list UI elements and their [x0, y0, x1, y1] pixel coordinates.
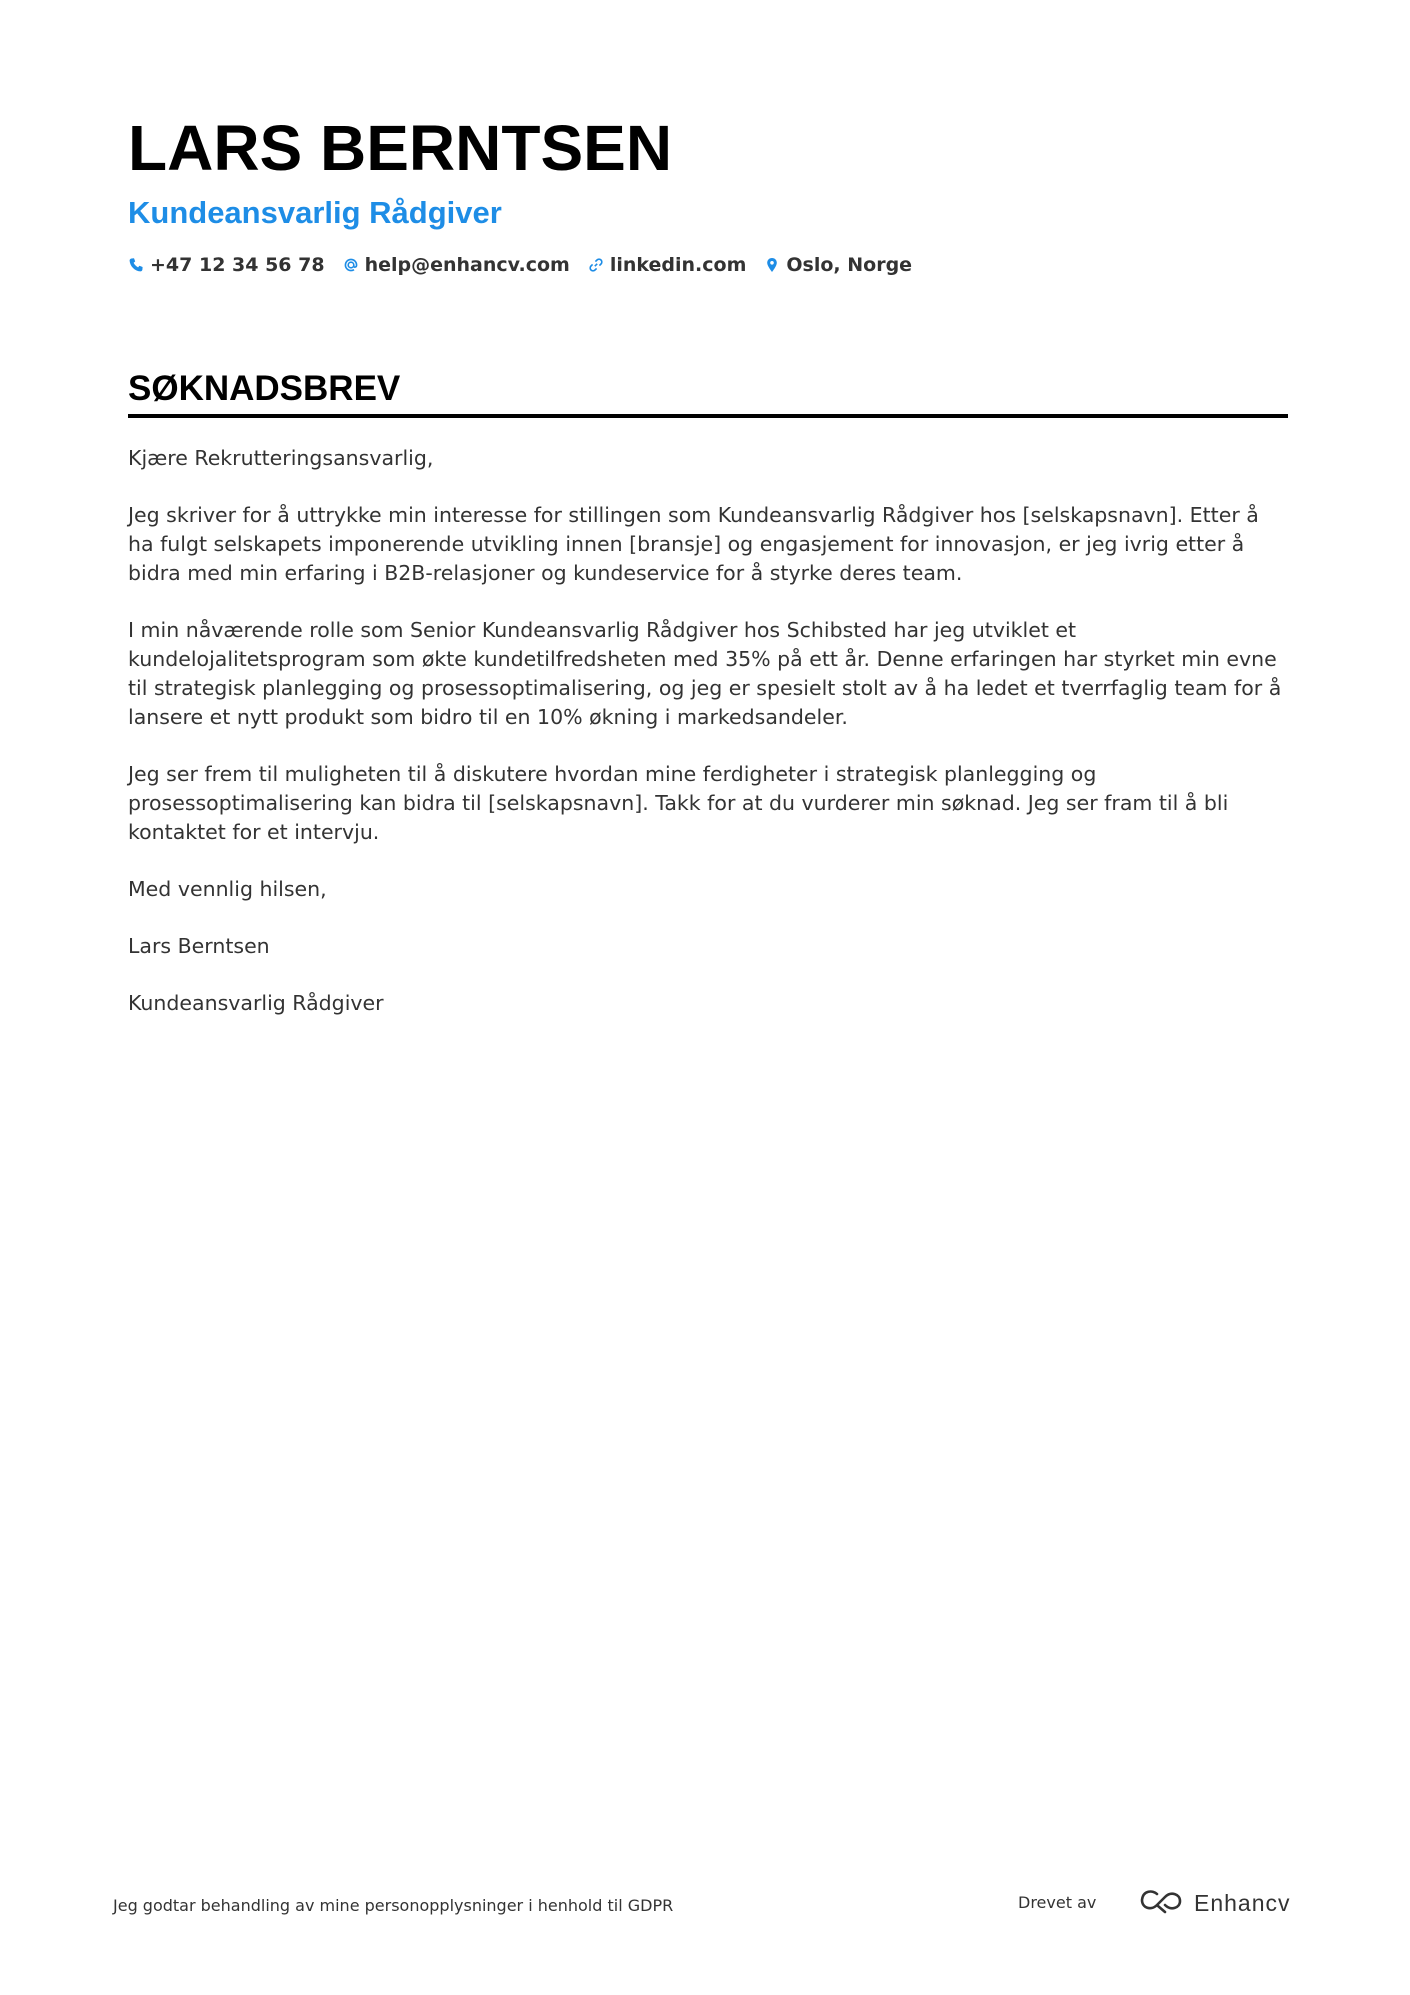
candidate-name: LARS BERNTSEN [128, 112, 673, 184]
cover-letter-section [128, 368, 1288, 1046]
section-title: SØKNADSBREV [128, 369, 401, 408]
contact-phone [128, 254, 325, 276]
gdpr-consent: Jeg godtar behandling av mine personopplysninger i henhold til GDPR [113, 1896, 674, 1915]
powered-by-label: Drevet av [1018, 1893, 1097, 1912]
phone-text: +47 12 34 56 78 [150, 254, 325, 276]
contact-location [764, 254, 912, 276]
at-icon [343, 256, 359, 274]
location-pin-icon [764, 256, 780, 274]
enhancv-logo-icon [1138, 1888, 1184, 1918]
letter-paragraph-3: Jeg ser frem til muligheten til å diskutere hvordan mine ferdigheter i strategisk planlegging og prosessoptimalisering kan bidra til [selskapsnavn]. Takk for at du vurderer min søknad. Jeg ser fram til å bli kontaktet for et intervju. [128, 762, 1229, 844]
link-icon [588, 256, 604, 274]
letter-paragraph-2: I min nåværende rolle som Senior Kundeansvarlig Rådgiver hos Schibsted har jeg utviklet et kundelojalitetsprogram som økte kundetilfredsheten med 35% på ett år. Denne erfaringen har styrket min evne til strategisk planlegging og prosessoptimalisering, og jeg er spesielt stolt av å ha ledet et tverrfaglig team for å lansere et nytt produkt som bidro til en 10% økning i markedsandeler. [128, 618, 1282, 729]
phone-icon [128, 256, 144, 274]
location-text: Oslo, Norge [786, 254, 913, 276]
signature-title: Kundeansvarlig Rådgiver [128, 991, 384, 1015]
header [128, 110, 1288, 276]
letter-body [128, 444, 1288, 1018]
email-text: help@enhancv.com [364, 254, 570, 276]
link-text: linkedin.com [609, 254, 747, 276]
letter-greeting: Kjære Rekrutteringsansvarlig, [128, 446, 434, 470]
signature-name: Lars Berntsen [128, 934, 270, 958]
contact-row [128, 254, 1288, 276]
letter-paragraph-1: Jeg skriver for å uttrykke min interesse for stillingen som Kundeansvarlig Rådgiver hos [selskapsnavn]. Etter å ha fulgt selskapets imponerende utvikling innen [bransje] og engasjement for innovasjon, er jeg ivrig etter å bidra med min erfaring i B2B-relasjoner og kundeservice for å styrke deres team. [128, 503, 1259, 585]
contact-link[interactable] [588, 254, 747, 276]
contact-email[interactable] [343, 254, 570, 276]
brand-name: Enhancv [1194, 1889, 1291, 1916]
footer [113, 1888, 1293, 1928]
brand[interactable] [1138, 1888, 1291, 1918]
letter-closing: Med vennlig hilsen, [128, 877, 327, 901]
section-divider [128, 414, 1288, 418]
candidate-role: Kundeansvarlig Rådgiver [128, 195, 502, 230]
